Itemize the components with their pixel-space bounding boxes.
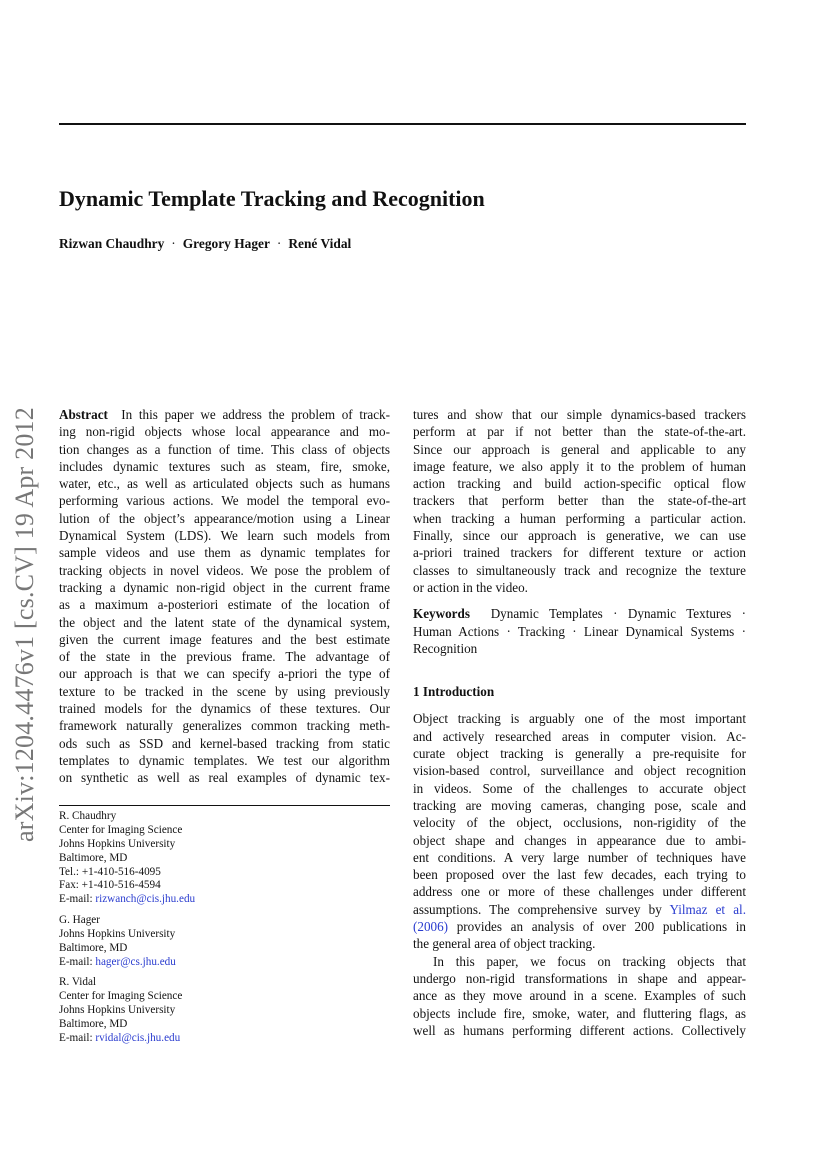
author-list	[59, 236, 351, 252]
author-separator: ·	[276, 236, 282, 251]
text-line: vision-based control, surveillance and object recognition	[413, 763, 746, 779]
intro-line: assumptions. The comprehensive survey by Yilmaz et al.	[413, 901, 746, 917]
text-line: been proposed over the last few decades, each trying to	[413, 867, 746, 883]
text-line: tracking objects in novel videos. We pose the problem of	[59, 562, 390, 578]
text-line: undergo non-rigid transformations in shape and appear-	[413, 970, 746, 986]
introduction-paragraph-2	[413, 953, 746, 1039]
text-line: includes dynamic textures such as steam, fire, smoke,	[59, 458, 390, 474]
email-line: E-mail: rvidal@cis.jhu.edu	[59, 1031, 181, 1044]
affiliation-line: Tel.: +1-410-516-4095	[59, 865, 161, 878]
email-line: E-mail: hager@cs.jhu.edu	[59, 955, 176, 968]
text-line: Finally, since our approach is generative, we can use	[413, 528, 746, 544]
text-line: curate object tracking is generally a pre-requisite for	[413, 746, 746, 762]
author-name: Rizwan Chaudhry	[59, 236, 165, 251]
affiliation-line: G. Hager	[59, 914, 101, 926]
text-line: tures and show that our simple dynamics-based trackers	[413, 407, 746, 422]
text-line: performing various actions. We model the temporal evo-	[59, 493, 390, 509]
author-separator: ·	[171, 236, 176, 251]
keywords-line: Human Actions · Tracking · Linear Dynamical Systems ·	[413, 623, 746, 639]
text-line: velocity of the object, occlusions, non-rigidity of the	[413, 815, 746, 831]
affiliation-line: Johns Hopkins University	[59, 927, 176, 940]
text-line: as a maximum a-posteriori estimate of the location of	[59, 597, 390, 613]
text-line: image feature, we also apply it to the problem of human	[413, 458, 746, 474]
abstract-label: Abstract	[59, 407, 108, 422]
text-line: object shape and changes in appearance due to ambi-	[413, 832, 746, 848]
keywords-line: Recognition	[413, 640, 478, 656]
text-line: when tracking a human performing a particular action.	[413, 510, 746, 526]
author-name: Gregory Hager	[182, 236, 270, 251]
text-line: or action in the video.	[413, 579, 528, 595]
text-line: tracking a dynamic non-rigid object in the current frame	[59, 579, 390, 595]
text-line: ent conditions. A very large number of techniques have	[413, 849, 746, 865]
affiliation-line: R. Chaudhry	[59, 810, 117, 822]
text-line: ing non-rigid objects whose local appearance and mo-	[59, 424, 390, 440]
text-line: water, etc., as well as articulated objects such as humans	[59, 476, 390, 492]
footnote-affiliation-hager	[59, 914, 390, 970]
affiliation-line: Center for Imaging Science	[59, 989, 183, 1002]
text-line: a-priori trained trackers for different texture or action	[413, 545, 746, 561]
abstract-left-column	[59, 406, 390, 787]
text-line: templates to dynamic templates. We test our algorithm	[59, 752, 390, 768]
abstract-continued	[413, 406, 746, 596]
keywords-line: Keywords Dynamic Templates · Dynamic Textures ·	[413, 606, 746, 622]
text-line: tion changes as a function of time. This class of objects	[59, 441, 390, 457]
text-line: In this paper, we focus on tracking objects that	[433, 953, 746, 969]
arxiv-stamp: arXiv:1204.4476v1 [cs.CV] 19 Apr 2012	[10, 407, 39, 842]
text-line: Since our approach is general and applicable to any	[413, 441, 746, 457]
text-line: in videos. Some of the challenges to accurate object	[413, 780, 746, 796]
text-line: tracking are moving cameras, changing pose, scale and	[413, 797, 746, 813]
text-line: classes to simultaneously track and recognize the texture	[413, 562, 746, 578]
text-line: objects include fire, smoke, water, and fluttering flags, as	[413, 1005, 746, 1021]
text-line: and actively researched areas in computer vision. Ac-	[413, 728, 746, 744]
section-heading-introduction: 1 Introduction	[413, 684, 495, 700]
footnote-rule	[59, 805, 390, 806]
affiliation-line: Baltimore, MD	[59, 1017, 128, 1030]
intro-line: (2006) provides an analysis of over 200 publications in	[413, 919, 746, 935]
text-line: sample videos and use them as dynamic templates for	[59, 545, 390, 561]
text-line: of the state in the previous frame. The advantage of	[59, 649, 390, 665]
email-link[interactable]: rvidal@cis.jhu.edu	[95, 1031, 181, 1044]
email-link[interactable]: hager@cs.jhu.edu	[95, 955, 176, 968]
intro-line: the general area of object tracking.	[413, 936, 596, 952]
header-rule	[59, 123, 746, 125]
introduction-paragraph	[413, 710, 746, 900]
text-line: texture to be tracked in the scene by using previously	[59, 683, 390, 699]
affiliation-line: Johns Hopkins University	[59, 837, 176, 850]
text-line: Dynamical System (LDS). We learn such models from	[59, 528, 390, 544]
text-line: the object and the latent state of the dynamical system,	[59, 614, 390, 630]
text-line: trackers that perform better than the state-of-the-art	[413, 493, 746, 509]
affiliation-line: Johns Hopkins University	[59, 1003, 176, 1016]
affiliation-line: Baltimore, MD	[59, 851, 128, 864]
affiliation-line: Baltimore, MD	[59, 941, 128, 954]
citation-year-link[interactable]: (2006)	[413, 919, 449, 935]
text-line: framework naturally generalizes common tracking meth-	[59, 718, 390, 734]
text-line: perform at par if not better than the state-of-the-art.	[413, 424, 746, 440]
footnote-affiliation-vidal	[59, 976, 390, 1045]
email-line: E-mail: rizwanch@cis.jhu.edu	[59, 893, 196, 906]
right-column	[413, 406, 746, 1039]
email-link[interactable]: rizwanch@cis.jhu.edu	[95, 893, 196, 906]
affiliation-line: Fax: +1-410-516-4594	[59, 879, 161, 892]
affiliation-line: Center for Imaging Science	[59, 823, 183, 836]
keywords-label: Keywords	[413, 606, 470, 622]
affiliation-line: R. Vidal	[59, 976, 97, 988]
text-line: on synthetic as well as real examples of dynamic tex-	[59, 770, 390, 786]
text-line: address one or more of these challenges under different	[413, 884, 746, 900]
author-name: René Vidal	[288, 236, 352, 251]
paper-title: Dynamic Template Tracking and Recognition	[59, 186, 485, 211]
text-line: our approach is that we can specify a-priori the type of	[59, 666, 390, 682]
text-line: Object tracking is arguably one of the most important	[413, 711, 746, 727]
citation-link[interactable]: Yilmaz et al.	[669, 901, 746, 917]
text-line: well as humans performing different actions. Collectively	[413, 1022, 746, 1038]
text-line: ance as they move around in a scene. Examples of such	[413, 988, 746, 1004]
abstract-line: Abstract In this paper we address the problem of track-	[59, 407, 390, 422]
abstract-body	[59, 423, 390, 786]
footnote-affiliation-chaudhry	[59, 810, 390, 907]
text-line: given the current image features and the best estimate	[59, 631, 390, 647]
text-line: action tracking and build action-specific optical flow	[413, 476, 746, 492]
text-line: trained models for the dynamics of these textures. Our	[59, 701, 390, 717]
text-line: lution of the object’s appearance/motion using a Linear	[59, 510, 390, 526]
text-line: ods such as SSD and kernel-based tracking from static	[59, 735, 390, 751]
